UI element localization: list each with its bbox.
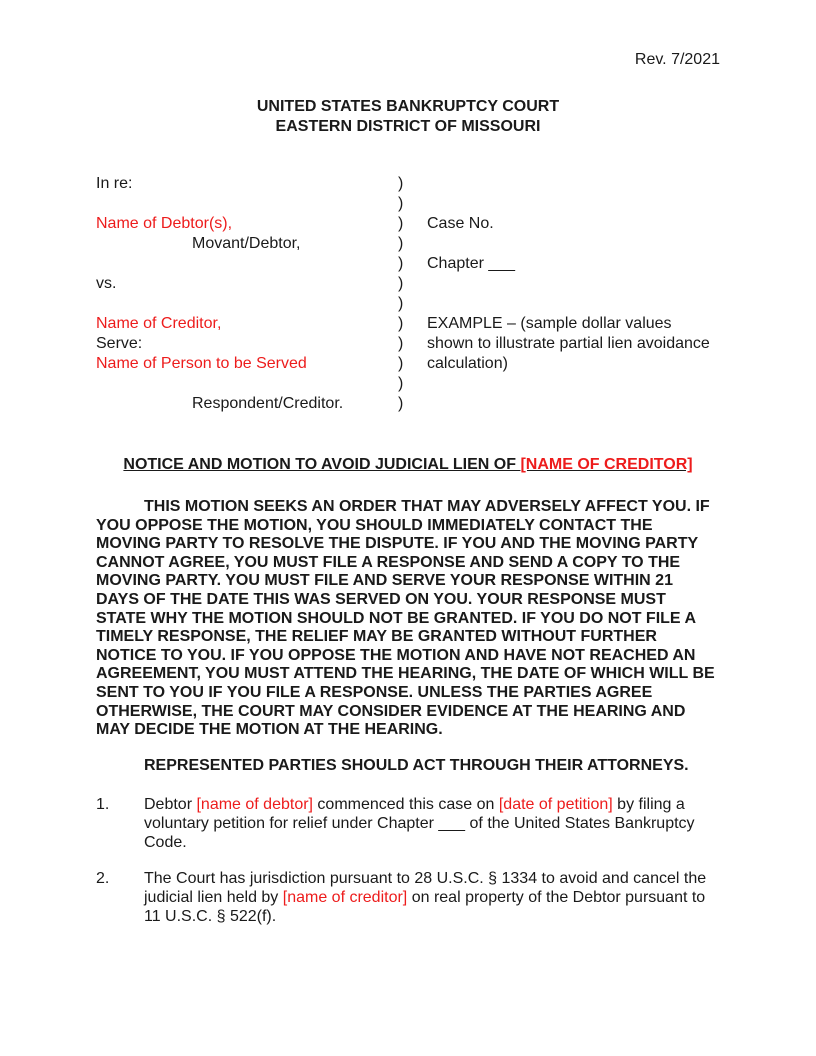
caption-row [96,174,720,194]
caption-row [96,194,720,214]
court-header [96,97,720,137]
caption-paren: ) [398,275,404,292]
placeholder-red-text: [NAME OF CREDITOR] [520,456,693,473]
item-number: 2. [96,869,110,887]
caption-paren: ) [398,315,404,332]
caption-right-cell [427,274,720,294]
body-text: commenced this case on [312,795,499,813]
placeholder-red-text: [date of petition] [498,795,613,813]
caption-row [96,214,720,234]
caption-paren: ) [398,235,404,252]
caption-paren: ) [398,295,404,312]
caption-right-cell [427,194,720,214]
caption-row [96,274,720,294]
item-text [144,795,720,852]
caption-paren: ) [398,375,404,392]
caption-table [96,174,720,414]
court-name: UNITED STATES BANKRUPTCY COURT [256,98,560,115]
caption-left-cell: Name of Person to be Served [96,355,307,372]
item-number: 1. [96,795,110,813]
caption-right-cell [427,294,720,314]
motion-title-text [123,456,692,473]
caption-right-cell [427,234,720,254]
body-text: on real property of the Debtor pursuant to 11 U.S.C. § 522(f). [144,888,706,925]
caption-paren: ) [398,215,404,232]
caption-right-cell [427,374,720,394]
item-text [144,869,720,926]
caption-paren: ) [398,335,404,352]
caption-row [96,314,720,334]
caption-paren: ) [398,355,404,372]
numbered-item [96,795,720,852]
placeholder-red-text: [name of creditor] [282,888,408,906]
warning-paragraph: THIS MOTION SEEKS AN ORDER THAT MAY ADVERSELY AFFECT YOU. IF YOU OPPOSE THE MOTION, YOU SHOULD IMMEDIATELY CONTACT THE MOVING PARTY TO RESOLVE THE DISPUTE. IF YOU AND THE MOVING PARTY CANNOT AGREE, YOU MUST FILE A RESPONSE AND SEND A COPY TO THE MOVING PARTY. YOU MUST FILE AND SERVE YOUR RESPONSE WITHIN 21 DAYS OF THE DATE THIS WAS SERVED ON YOU. YOUR RESPONSE MUST STATE WHY THE MOTION SHOULD NOT BE GRANTED. IF YOU DO NOT FILE A TIMELY RESPONSE, THE RELIEF MAY BE GRANTED WITHOUT FURTHER NOTICE TO YOU. IF YOU OPPOSE THE MOTION AND HAVE NOT REACHED AN AGREEMENT, YOU MUST ATTEND THE HEARING, THE DATE OF WHICH WILL BE SENT TO YOU IF YOU FILE A RESPONSE. UNLESS THE PARTIES AGREE OTHERWISE, THE COURT MAY CONSIDER EVIDENCE AT THE HEARING AND MAY DECIDE THE MOTION AT THE HEARING. [96,498,715,739]
numbered-item [96,869,720,926]
revision-label: Rev. 7/2021 [634,51,720,68]
caption-paren: ) [398,195,404,212]
body-text: Debtor [144,795,197,813]
caption-left-cell [96,294,398,314]
body-text: The Court has jurisdiction pursuant to 28 U.S.C. § 1334 to avoid and cancel the judicial lien held by [144,869,707,906]
caption-left-cell [96,254,398,274]
caption-left-cell: In re: [96,175,133,192]
caption-left-cell [96,194,398,214]
caption-right-cell: Case No. [427,215,494,232]
caption-row [96,234,720,254]
court-district: EASTERN DISTRICT OF MISSOURI [275,118,541,135]
caption-right-cell [427,174,720,194]
body-text: NOTICE AND MOTION TO AVOID JUDICIAL LIEN OF [123,456,521,473]
caption-paren: ) [398,255,404,272]
caption-left-cell [96,374,398,394]
caption-right-cell [427,394,720,414]
caption-left-cell: Movant/Debtor, [192,235,301,252]
caption-row [96,354,720,374]
caption-paren: ) [398,395,404,412]
caption-row [96,254,720,274]
motion-title [96,455,720,474]
caption-left-cell: Name of Debtor(s), [96,215,233,232]
caption-right-cell: calculation) [427,355,508,372]
caption-left-cell: Name of Creditor, [96,315,222,332]
body-text: by filing a voluntary petition for relief under Chapter ___ of the United States Bankruptcy Code. [144,795,695,851]
caption-right-cell: shown to illustrate partial lien avoidance [427,335,710,352]
caption-left-cell: Respondent/Creditor. [192,395,344,412]
caption-row [96,294,720,314]
caption-paren: ) [398,175,404,192]
caption-row [96,374,720,394]
caption-left-cell: Serve: [96,335,143,352]
numbered-items [96,795,720,926]
caption-left-cell: vs. [96,275,117,292]
caption-right-cell: Chapter ___ [427,255,516,272]
placeholder-red-text: [name of debtor] [196,795,313,813]
attorneys-notice: REPRESENTED PARTIES SHOULD ACT THROUGH THEIR ATTORNEYS. [144,756,689,774]
caption-right-cell: EXAMPLE – (sample dollar values [427,315,672,332]
caption-row [96,334,720,354]
caption-row [96,394,720,414]
